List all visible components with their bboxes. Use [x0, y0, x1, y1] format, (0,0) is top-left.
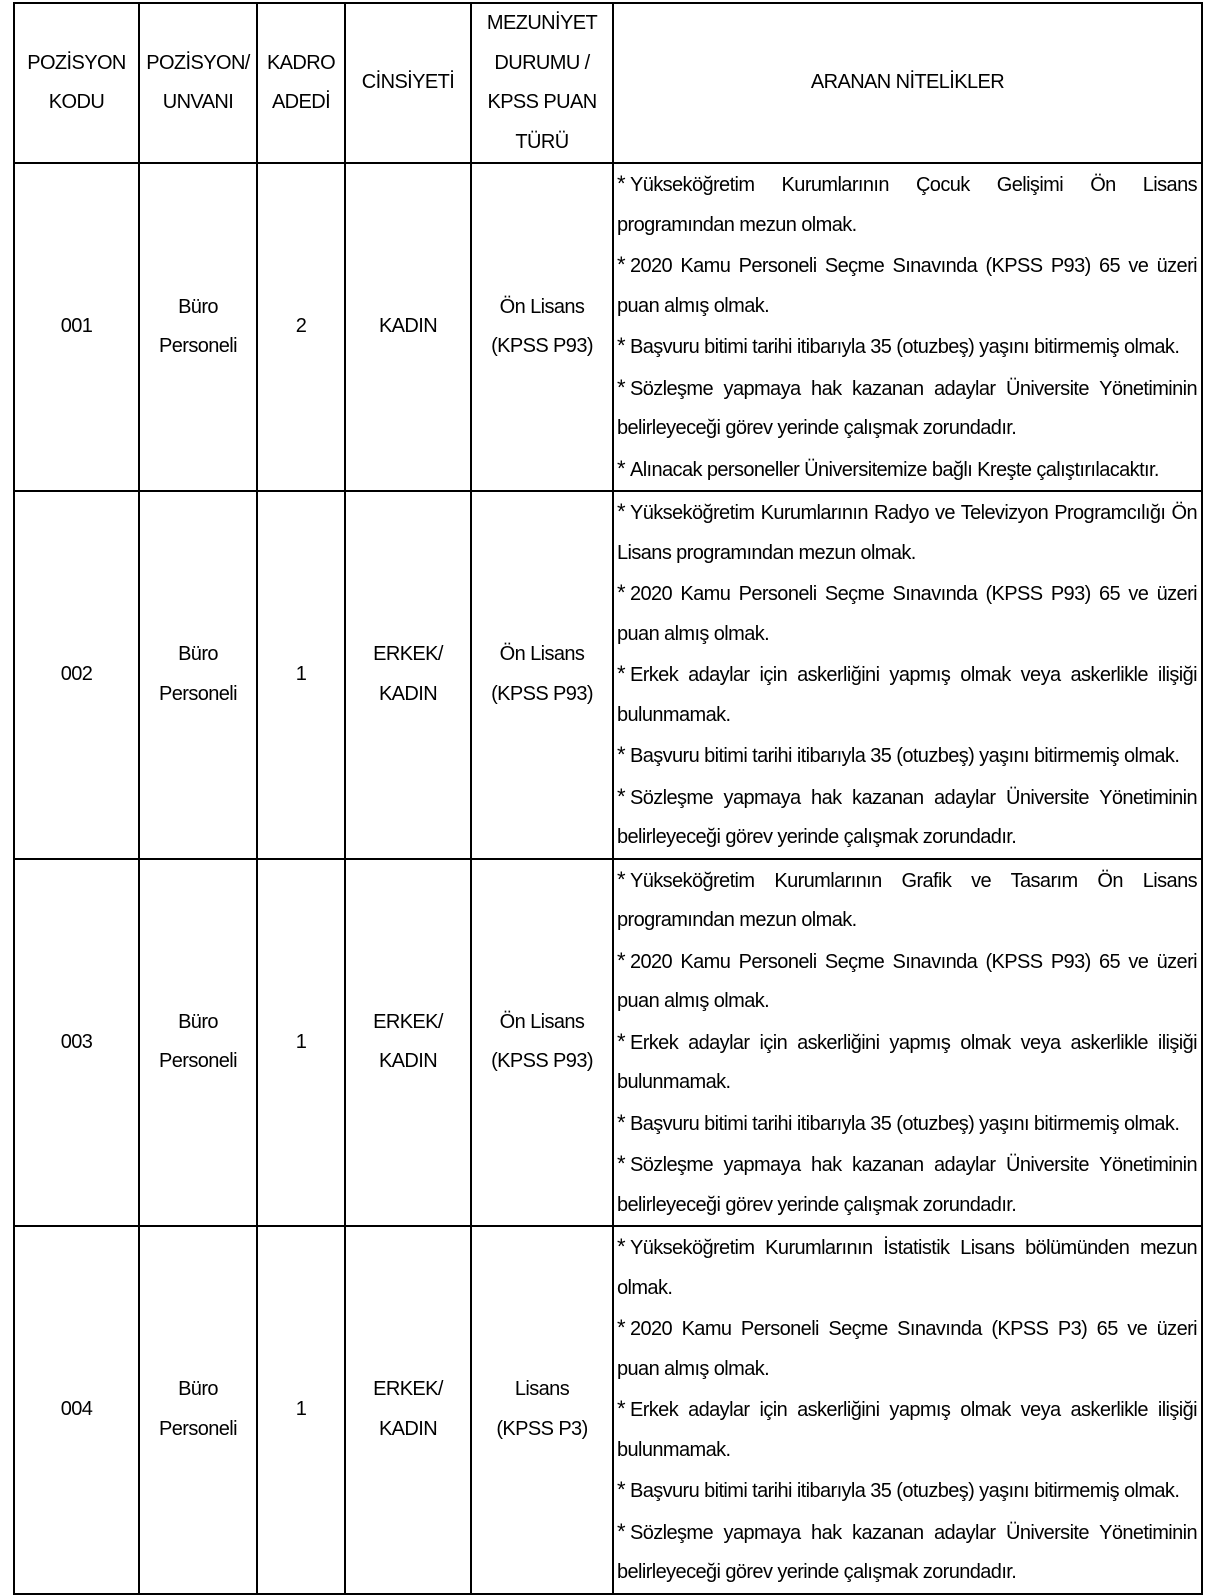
qualifications-list [613, 1226, 1202, 1594]
qualifications-list [613, 491, 1202, 859]
bullet-star-icon: * [617, 1518, 625, 1544]
header-position-title: POZİSYON/ UNVANI [139, 3, 257, 163]
gender: KADIN [345, 163, 471, 491]
gender: ERKEK/ KADIN [345, 1226, 471, 1594]
position-title: Büro Personeli [139, 163, 257, 491]
bullet-star-icon: * [617, 252, 625, 277]
staff-count: 2 [257, 163, 345, 491]
qualifications-list [613, 859, 1202, 1227]
qualification-item: * Yükseköğretim Kurumlarının İstatistik Lisans bölümünden mezun olmak. [617, 1234, 1197, 1299]
bullet-star-icon: * [617, 661, 625, 686]
qualification-item: * Sözleşme yapmaya hak kazanan adaylar Üniversite Yönetiminin belirleyeceği görev yerinde çalışmak zorundadır. [617, 1518, 1197, 1583]
bullet-star-icon: * [617, 783, 625, 809]
qualifications-list [613, 163, 1202, 491]
position-code: 002 [14, 491, 139, 859]
qualification-item: * 2020 Kamu Personeli Seçme Sınavında (KPSS P93) 65 ve üzeri puan almış olmak. [617, 252, 1197, 317]
qualification-item: * Alınacak personeller Üniversitemize bağlı Kreşte çalıştırılacaktır. [617, 455, 1159, 481]
qualification-item: * 2020 Kamu Personeli Seçme Sınavında (KPSS P93) 65 ve üzeri puan almış olmak. [617, 947, 1197, 1012]
bullet-star-icon: * [617, 742, 625, 767]
table-header-row [14, 3, 1202, 163]
qualification-item: * Başvuru bitimi tarihi itibarıyla 35 (otuzbeş) yaşını bitirmemiş olmak. [617, 333, 1180, 358]
qualification-item: * Erkek adaylar için askerliğini yapmış olmak veya askerlikle ilişiği bulunmamak. [617, 1028, 1197, 1093]
staff-count: 1 [257, 1226, 345, 1594]
header-qualifications: ARANAN NİTELİKLER [613, 3, 1202, 163]
bullet-star-icon: * [617, 499, 625, 524]
qualification-item: * Yükseköğretim Kurumlarının Grafik ve Tasarım Ön Lisans programından mezun olmak. [617, 866, 1197, 931]
staff-count: 1 [257, 491, 345, 859]
position-code: 004 [14, 1226, 139, 1594]
qualification-item: * 2020 Kamu Personeli Seçme Sınavında (KPSS P93) 65 ve üzeri puan almış olmak. [617, 580, 1197, 645]
bullet-star-icon: * [617, 1028, 625, 1054]
bullet-star-icon: * [617, 1151, 625, 1176]
staff-count: 1 [257, 859, 345, 1227]
education-requirement: Ön Lisans (KPSS P93) [471, 859, 613, 1227]
bullet-star-icon: * [617, 333, 625, 358]
table-row [14, 859, 1202, 1227]
bullet-star-icon: * [617, 580, 625, 605]
bullet-star-icon: * [617, 1477, 625, 1502]
bullet-star-icon: * [617, 1396, 625, 1421]
position-title: Büro Personeli [139, 491, 257, 859]
qualification-item: * Yükseköğretim Kurumlarının Çocuk Gelişimi Ön Lisans programından mezun olmak. [617, 171, 1197, 236]
bullet-star-icon: * [617, 1234, 625, 1259]
qualification-item: * Yükseköğretim Kurumlarının Radyo ve Televizyon Programcılığı Ön Lisans programından mezun olmak. [617, 499, 1197, 564]
gender: ERKEK/ KADIN [345, 491, 471, 859]
qualification-item: * Başvuru bitimi tarihi itibarıyla 35 (otuzbeş) yaşını bitirmemiş olmak. [617, 742, 1180, 767]
position-code: 003 [14, 859, 139, 1227]
positions-table [13, 2, 1203, 1595]
table-row [14, 163, 1202, 491]
qualification-item: * Başvuru bitimi tarihi itibarıyla 35 (otuzbeş) yaşını bitirmemiş olmak. [617, 1477, 1180, 1502]
qualification-item: * Erkek adaylar için askerliğini yapmış olmak veya askerlikle ilişiği bulunmamak. [617, 1396, 1197, 1461]
qualification-item: * Sözleşme yapmaya hak kazanan adaylar Üniversite Yönetiminin belirleyeceği görev yerinde çalışmak zorundadır. [617, 374, 1197, 439]
position-title: Büro Personeli [139, 1226, 257, 1594]
qualification-item: * Erkek adaylar için askerliğini yapmış olmak veya askerlikle ilişiği bulunmamak. [617, 661, 1197, 726]
education-requirement: Ön Lisans (KPSS P93) [471, 163, 613, 491]
table-row [14, 1226, 1202, 1594]
bullet-star-icon: * [617, 947, 625, 973]
position-code: 001 [14, 163, 139, 491]
bullet-star-icon: * [617, 455, 625, 481]
qualification-item: * Sözleşme yapmaya hak kazanan adaylar Üniversite Yönetiminin belirleyeceği görev yerinde çalışmak zorundadır. [617, 1151, 1197, 1216]
table-row [14, 491, 1202, 859]
education-requirement: Lisans (KPSS P3) [471, 1226, 613, 1594]
gender: ERKEK/ KADIN [345, 859, 471, 1227]
bullet-star-icon: * [617, 1109, 625, 1135]
header-staff-count: KADRO ADEDİ [257, 3, 345, 163]
bullet-star-icon: * [617, 866, 625, 892]
position-title: Büro Personeli [139, 859, 257, 1227]
education-requirement: Ön Lisans (KPSS P93) [471, 491, 613, 859]
bullet-star-icon: * [617, 374, 625, 400]
header-position-code: POZİSYON KODU [14, 3, 139, 163]
qualification-item: * 2020 Kamu Personeli Seçme Sınavında (KPSS P3) 65 ve üzeri puan almış olmak. [617, 1315, 1197, 1380]
qualification-item: * Başvuru bitimi tarihi itibarıyla 35 (otuzbeş) yaşını bitirmemiş olmak. [617, 1109, 1180, 1135]
qualification-item: * Sözleşme yapmaya hak kazanan adaylar Üniversite Yönetiminin belirleyeceği görev yerinde çalışmak zorundadır. [617, 783, 1197, 848]
bullet-star-icon: * [617, 1315, 625, 1340]
header-education: MEZUNİYET DURUMU / KPSS PUAN TÜRÜ [471, 3, 613, 163]
header-gender: CİNSİYETİ [345, 3, 471, 163]
bullet-star-icon: * [617, 171, 625, 196]
